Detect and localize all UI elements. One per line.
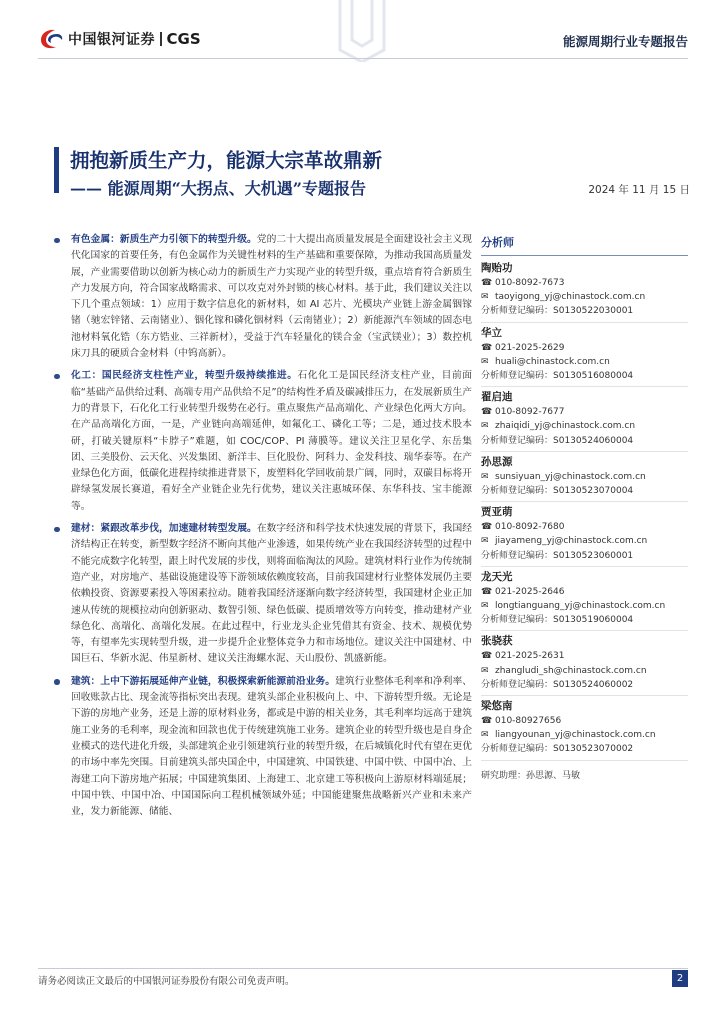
analyst-cert: 分析师登记编码：S0130524060002 xyxy=(481,678,688,696)
analyst-name: 陶贻功 xyxy=(481,262,513,274)
analyst-name: 龙天光 xyxy=(481,570,513,583)
report-type-label: 能源周期行业专题报告 xyxy=(562,34,688,49)
analyst-name: 贾亚萌 xyxy=(481,506,513,519)
analyst-email[interactable]: huali@chinastock.com.cn xyxy=(495,356,610,367)
analyst-email[interactable]: longtianguang_yj@chinastock.com.cn xyxy=(495,601,666,612)
section-heading: 有色金属：新质生产力引领下的转型升级。 xyxy=(71,234,257,245)
bullet-icon xyxy=(54,679,60,685)
analyst-phone: 021-2025-2629 xyxy=(495,342,565,353)
bullet-icon xyxy=(54,527,60,533)
company-logo xyxy=(38,28,201,50)
analyst-email[interactable]: zhangludi_sh@chinastock.com.cn xyxy=(495,665,647,676)
email-icon: ✉ xyxy=(481,601,489,612)
section-body: 党的二十大提出高质量发展是全面建设社会主义现代化国家的首要任务，有色金属作为关键性材料的生产基础和重要保障，为推动我国高质量发展，产业需要借助以创新为核心动力的新质生产力实现产业的转型升级，重点培育符合新质生产力发展方向，符合国家战略需求、可以攻克对外封锁的核心材料。基于此，我们建议关注以下几个重点领域：1）应用于数字信息化的新材料，如 AI 芯片、光模块产业链上游金属铟镓锗（驰宏锌锗、云南锗业）、铟化镓和磷化铟材料（云南锗业）；2）新能源汽车领域的固态电池材料氧化锆（东方锆业、三祥新材），受益于汽车轻量化的镁合金（宝武镁业）；3）数控机床刀具的硬质合金材料（中钨高新）。 xyxy=(71,234,472,360)
logo-divider xyxy=(160,32,162,46)
analyst-name: 华立 xyxy=(481,326,502,339)
header-divider xyxy=(38,58,688,59)
section-heading: 建筑：上中下游拓展延伸产业链，积极探索新能源前沿业务。 xyxy=(71,675,336,687)
section-building-materials xyxy=(54,521,472,668)
analyst-email[interactable]: sunsiyuan_yj@chinastock.com.cn xyxy=(495,471,646,482)
phone-icon: ☎ xyxy=(481,278,493,288)
analyst-cert: 分析师登记编码：S0130516080004 xyxy=(481,369,688,387)
analyst-phone: 010-8092-7673 xyxy=(495,278,565,288)
phone-icon: ☎ xyxy=(481,716,493,727)
analyst-card xyxy=(481,633,688,696)
analyst-email[interactable]: zhaiqidi_yj@chinastock.com.cn xyxy=(495,421,636,432)
title-accent-bar xyxy=(54,147,59,193)
footer-disclaimer[interactable]: 请务必阅读正文最后的中国银河证券股份有限公司免责声明。 xyxy=(38,976,295,987)
analyst-phone: 010-80927656 xyxy=(495,716,562,727)
email-icon: ✉ xyxy=(481,292,489,303)
sidebar-title: 分析师 xyxy=(481,232,688,256)
main-content xyxy=(54,232,472,826)
section-body: 在数字经济和科学技术快速发展的背景下，我国经济结构正在转变，新型数字经济不断向其他产业渗透，如果传统产业在我国经济转型的过程中不能完成数字化转型，跟上时代发展的步伐，则将面临淘汰的风险。建筑材料行业作为传统制造产业，对房地产、基础设施建设等下游领域依赖度较高，目前我国建材行业整体发展仍主要依赖投资、资源要素投入等困素拉动。随着我国经济逐渐向数字经济转型，我国建材企业正加速从传统的规模拉动向创新驱动、数智引领、绿色低碳、提质增效等方向转变，推动建材产业绿色化、高端化、高端化发展。在此过程中，行业龙头企业凭借其有资金、技术、规模优势等，有望率先实现转型升级，进一步提升企业整体竞争力和市场地位。建议关注中国建材、中国巨石、华新水泥、伟星新材、建议关注海螺水泥、天山股份、凯盛新能。 xyxy=(71,523,472,665)
analyst-cert: 分析师登记编码：S0130524060004 xyxy=(481,434,688,452)
analyst-name: 张骁获 xyxy=(481,635,513,648)
analyst-phone: 021-2025-2646 xyxy=(495,586,565,597)
report-date: 2024 年 11 月 15 日 xyxy=(588,184,690,196)
phone-icon: ☎ xyxy=(481,407,493,418)
email-icon: ✉ xyxy=(481,536,489,547)
phone-icon: ☎ xyxy=(481,522,493,533)
bullet-icon xyxy=(54,374,60,380)
research-assistant: 研究助理：孙思源、马敏 xyxy=(481,770,581,781)
email-icon: ✉ xyxy=(481,665,489,676)
section-construction xyxy=(54,674,472,821)
analyst-phone: 010-8092-7680 xyxy=(495,522,565,533)
analyst-card xyxy=(481,454,688,502)
analyst-card xyxy=(481,698,688,761)
analyst-email[interactable]: taoyigong_yj@chinastock.com.cn xyxy=(495,292,646,303)
email-icon: ✉ xyxy=(481,356,489,367)
analyst-sidebar xyxy=(481,232,688,783)
logo-swirl-icon xyxy=(38,28,64,50)
analyst-name: 翟启迪 xyxy=(481,391,513,404)
logo-text-en: CGS xyxy=(166,30,201,48)
analyst-cert: 分析师登记编码：S0130522030001 xyxy=(481,304,688,322)
analyst-card xyxy=(481,504,688,567)
section-chemicals xyxy=(54,368,472,515)
section-heading: 化工：国民经济支柱性产业，转型升级持续推进。 xyxy=(71,370,298,382)
analyst-card xyxy=(481,569,688,632)
analyst-cert: 分析师登记编码：S0130523060001 xyxy=(481,549,688,567)
section-body: 建筑行业整体毛利率和净利率、回收账款占比、现金流等指标突出表现。建筑头部企业积极向上、中、下游转型升级。无论是下游的房地产业务，还是上游的原材料业务，都或是中游的相关业务，其毛利率均远高于建筑施工业务的毛利率，现金流和回款也优于传统建筑施工业务。建筑企业的转型升级也是自身企业模式的迭代进化升级，头部建筑企业引领建筑行业的转型升级，在后城镇化时代有望在更优的市场中率先突围。目前建筑头部央国企中，中国建筑、中国铁建、中国中铁、中国中冶、上海建工向下游房地产拓展；中国建筑集团、上海建工、北京建工等积极向上游原材料端延展；中国中铁、中国中冶、中国国际向工程机械领域外延；中国能建聚焦战略新兴产业和未来产业，发力新能源、储能、 xyxy=(71,675,472,818)
report-title: 拥抱新质生产力，能源大宗革故鼎新 xyxy=(70,149,383,172)
email-icon: ✉ xyxy=(481,730,489,741)
watermark-emblem-icon xyxy=(336,0,388,62)
report-subtitle: —— 能源周期“大拐点、大机遇”专题报告 xyxy=(70,179,366,198)
section-heading: 建材：紧跟改革步伐，加速建材转型发展。 xyxy=(71,523,257,535)
footer-divider xyxy=(38,968,688,969)
analyst-phone: 021-2025-2631 xyxy=(495,651,565,662)
email-icon: ✉ xyxy=(481,471,489,482)
phone-icon: ☎ xyxy=(481,651,493,662)
bullet-icon xyxy=(54,238,60,244)
analyst-email[interactable]: liangyounan_yj@chinastock.com.cn xyxy=(495,730,656,741)
analyst-card xyxy=(481,325,688,388)
analyst-cert: 分析师登记编码：S0130519060004 xyxy=(481,613,688,631)
analyst-phone: 010-8092-7677 xyxy=(495,407,565,418)
logo-text-cn: 中国银河证券 xyxy=(68,32,155,48)
section-body: 石化化工是国民经济支柱产业，目前面临“基础产品供给过剩、高端专用产品供给不足”的结构性矛盾及碳减排压力，在发展新质生产力的背景下，石化化工行业转型升级势在必行。重点聚焦产品高端化、产业绿色化两大方向。在产品高端化方面，一是，产业链向高端延伸，如氟化工、磷化工等；二是，通过技术股本研，打破关键原料“卡脖子”难题，如 COC/COP、PI 薄膜等。建议关注卫星化学、东岳集团、三美股份、云天化、兴发集团、新洋丰、巨化股份、阿科力、金发科技、瑞华泰等。在产业绿色化方面，低碳化进程持续推进背景下，废塑料化学回收前景广阔，同时，双碳目标将开辟绿氢发展长赛道，看好全产业链企业先行优势，建议关注惠城环保、东华科技、宝丰能源等。 xyxy=(71,370,473,512)
analyst-name: 梁悠南 xyxy=(481,700,513,713)
email-icon: ✉ xyxy=(481,421,489,432)
page-header xyxy=(0,0,724,72)
analyst-card xyxy=(481,260,688,323)
page-number: 2 xyxy=(672,970,688,987)
analyst-email[interactable]: jiayameng_yj@chinastock.com.cn xyxy=(495,536,648,547)
section-nonferrous xyxy=(54,232,472,362)
analyst-name: 孙思源 xyxy=(481,455,513,468)
analyst-card xyxy=(481,389,688,452)
phone-icon: ☎ xyxy=(481,586,493,597)
analyst-cert: 分析师登记编码：S0130523070004 xyxy=(481,484,688,502)
phone-icon: ☎ xyxy=(481,342,493,353)
title-block xyxy=(54,145,690,200)
analyst-cert: 分析师登记编码：S0130523070002 xyxy=(481,742,688,760)
